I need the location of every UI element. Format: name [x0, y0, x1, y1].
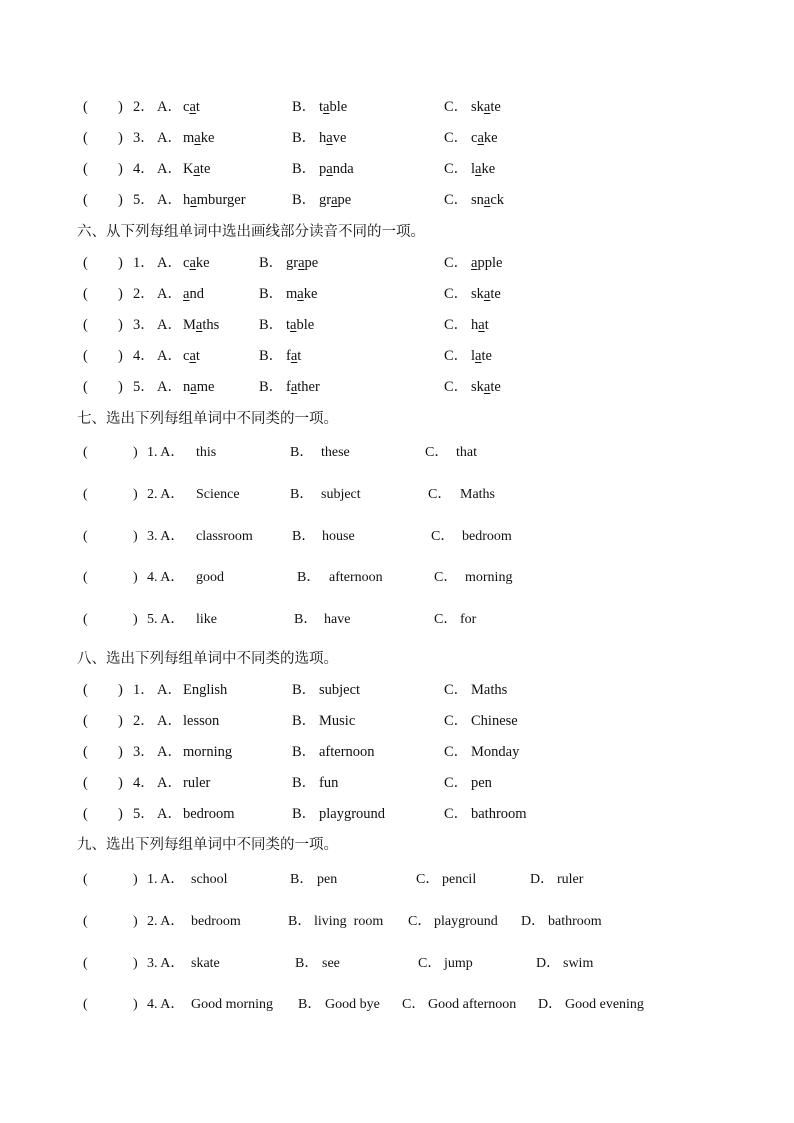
- option-c-label: C．: [444, 161, 469, 177]
- answer-paren-close: ): [133, 445, 138, 460]
- answer-paren-open: (: [83, 872, 88, 887]
- option-c-label: C．: [425, 445, 449, 460]
- option-c-label: C．: [444, 255, 469, 271]
- answer-paren-open: (: [83, 255, 88, 271]
- option-b-word: grape: [286, 255, 319, 271]
- question-number: 4. A．: [147, 997, 185, 1012]
- answer-paren-close: ): [118, 348, 123, 364]
- question-number: 5．: [133, 806, 155, 822]
- answer-paren-open: (: [83, 914, 88, 929]
- answer-paren-open: (: [83, 806, 88, 822]
- option-b-word: Good bye: [325, 997, 380, 1012]
- option-a-word: Science: [196, 487, 240, 502]
- option-b-word: fat: [286, 348, 302, 364]
- option-a-label: A．: [157, 379, 182, 395]
- question-number: 5．: [133, 192, 155, 208]
- answer-paren-close: ): [133, 570, 138, 585]
- question-number: 4. A．: [147, 570, 185, 585]
- option-c-label: C．: [444, 99, 469, 115]
- option-a-label: A．: [157, 775, 182, 791]
- option-a-word: good: [196, 570, 224, 585]
- answer-paren-close: ): [118, 130, 123, 146]
- option-b-word: table: [319, 99, 348, 115]
- answer-paren-close: ): [133, 487, 138, 502]
- option-c-word: hat: [471, 317, 489, 333]
- option-b-word: have: [324, 612, 351, 627]
- option-c-word: pen: [471, 775, 492, 791]
- option-c-label: C．: [444, 744, 469, 760]
- section-9-heading: 九、选出下列每组单词中不同类的一项。: [77, 837, 338, 853]
- answer-paren-close: ): [118, 255, 123, 271]
- option-b-word: father: [286, 379, 320, 395]
- option-c-word: Chinese: [471, 713, 518, 729]
- question-number: 2. A．: [147, 487, 185, 502]
- question-number: 2. A．: [147, 914, 185, 929]
- answer-paren-close: ): [133, 914, 138, 929]
- option-c-word: that: [456, 445, 477, 460]
- option-a-word: Kate: [183, 161, 211, 177]
- option-a-label: A．: [157, 255, 182, 271]
- option-b-label: B．: [292, 130, 317, 146]
- answer-paren-close: ): [133, 529, 138, 544]
- option-a-word: this: [196, 445, 217, 460]
- option-a-word: lesson: [183, 713, 220, 729]
- question-number: 3．: [133, 317, 155, 333]
- option-c-word: skate: [471, 286, 501, 302]
- answer-paren-close: ): [118, 286, 123, 302]
- option-b-label: B．: [259, 348, 284, 364]
- answer-paren-close: ): [118, 744, 123, 760]
- option-c-word: Monday: [471, 744, 520, 760]
- answer-paren-close: ): [133, 872, 138, 887]
- option-c-label: C．: [434, 612, 458, 627]
- option-a-label: A．: [157, 317, 182, 333]
- option-d-word: Good evening: [565, 997, 644, 1012]
- option-a-word: like: [196, 612, 217, 627]
- answer-paren-close: ): [118, 806, 123, 822]
- option-a-label: A．: [157, 348, 182, 364]
- option-b-word: Music: [319, 713, 356, 729]
- answer-paren-close: ): [133, 956, 138, 971]
- answer-paren-open: (: [83, 348, 88, 364]
- option-a-label: A．: [157, 806, 182, 822]
- option-a-word: cat: [183, 348, 200, 364]
- option-d-label: D．: [538, 997, 563, 1012]
- option-c-word: bedroom: [462, 529, 512, 544]
- option-c-label: C．: [444, 682, 469, 698]
- option-b-label: B．: [292, 161, 317, 177]
- option-c-label: C．: [444, 317, 469, 333]
- answer-paren-close: ): [118, 682, 123, 698]
- answer-paren-close: ): [118, 161, 123, 177]
- option-a-label: A．: [157, 682, 182, 698]
- option-b-label: B．: [290, 872, 314, 887]
- option-b-word: pen: [317, 872, 338, 887]
- answer-paren-close: ): [118, 99, 123, 115]
- answer-paren-open: (: [83, 161, 88, 177]
- option-b-word: subject: [321, 487, 361, 502]
- question-number: 4．: [133, 775, 155, 791]
- question-number: 4．: [133, 161, 155, 177]
- option-c-word: jump: [444, 956, 473, 971]
- option-a-word: skate: [191, 956, 220, 971]
- option-b-word: have: [319, 130, 347, 146]
- option-a-word: ruler: [183, 775, 211, 791]
- option-a-word: Maths: [183, 317, 220, 333]
- option-c-label: C．: [418, 956, 442, 971]
- option-c-word: late: [471, 348, 492, 364]
- answer-paren-close: ): [118, 317, 123, 333]
- option-b-label: B．: [298, 997, 322, 1012]
- option-a-word: hamburger: [183, 192, 246, 208]
- question-number: 3. A．: [147, 956, 185, 971]
- option-b-word: see: [322, 956, 340, 971]
- option-b-label: B．: [297, 570, 321, 585]
- option-b-label: B．: [295, 956, 319, 971]
- option-c-word: skate: [471, 99, 501, 115]
- question-number: 2．: [133, 713, 155, 729]
- option-b-label: B．: [259, 255, 284, 271]
- option-b-label: B．: [290, 445, 314, 460]
- option-a-word: classroom: [196, 529, 253, 544]
- option-d-label: D．: [536, 956, 561, 971]
- option-a-word: make: [183, 130, 215, 146]
- option-c-word: Maths: [471, 682, 508, 698]
- option-b-word: afternoon: [319, 744, 375, 760]
- answer-paren-open: (: [83, 286, 88, 302]
- question-number: 2．: [133, 99, 155, 115]
- option-a-label: A．: [157, 744, 182, 760]
- question-number: 5．: [133, 379, 155, 395]
- option-b-word: subject: [319, 682, 361, 698]
- option-c-label: C．: [444, 192, 469, 208]
- answer-paren-open: (: [83, 775, 88, 791]
- option-c-word: cake: [471, 130, 498, 146]
- option-c-label: C．: [444, 348, 469, 364]
- option-c-word: for: [460, 612, 477, 627]
- option-c-label: C．: [444, 130, 469, 146]
- section-7-heading: 七、选出下列每组单词中不同类的一项。: [77, 411, 338, 427]
- answer-paren-open: (: [83, 487, 88, 502]
- answer-paren-open: (: [83, 529, 88, 544]
- option-a-label: A．: [157, 713, 182, 729]
- question-number: 1. A．: [147, 445, 185, 460]
- option-b-word: grape: [319, 192, 352, 208]
- option-c-label: C．: [444, 286, 469, 302]
- answer-paren-open: (: [83, 956, 88, 971]
- answer-paren-open: (: [83, 99, 88, 115]
- answer-paren-open: (: [83, 445, 88, 460]
- option-b-word: make: [286, 286, 318, 302]
- answer-paren-open: (: [83, 997, 88, 1012]
- option-c-label: C．: [416, 872, 440, 887]
- option-c-label: C．: [402, 997, 426, 1012]
- option-b-word: house: [322, 529, 355, 544]
- option-a-word: cake: [183, 255, 210, 271]
- answer-paren-open: (: [83, 130, 88, 146]
- option-c-word: skate: [471, 379, 501, 395]
- option-b-label: B．: [292, 744, 317, 760]
- option-a-label: A．: [157, 286, 182, 302]
- question-number: 5. A．: [147, 612, 185, 627]
- option-b-word: table: [286, 317, 315, 333]
- option-b-label: B．: [292, 192, 317, 208]
- option-b-word: panda: [319, 161, 354, 177]
- question-number: 1．: [133, 682, 155, 698]
- option-c-word: snack: [471, 192, 505, 208]
- option-c-label: C．: [444, 775, 469, 791]
- option-a-word: morning: [183, 744, 233, 760]
- option-b-label: B．: [288, 914, 312, 929]
- option-b-label: B．: [259, 317, 284, 333]
- answer-paren-close: ): [118, 192, 123, 208]
- question-number: 1．: [133, 255, 155, 271]
- answer-paren-open: (: [83, 744, 88, 760]
- option-a-word: school: [191, 872, 228, 887]
- option-c-word: morning: [465, 570, 513, 585]
- option-c-word: playground: [434, 914, 498, 929]
- option-a-word: and: [183, 286, 204, 302]
- option-a-word: English: [183, 682, 228, 698]
- answer-paren-open: (: [83, 713, 88, 729]
- question-number: 4．: [133, 348, 155, 364]
- option-c-word: bathroom: [471, 806, 527, 822]
- option-b-label: B．: [294, 612, 318, 627]
- option-b-label: B．: [292, 529, 316, 544]
- option-b-label: B．: [292, 99, 317, 115]
- answer-paren-close: ): [118, 379, 123, 395]
- question-number: 3．: [133, 744, 155, 760]
- answer-paren-open: (: [83, 317, 88, 333]
- option-a-word: Good morning: [191, 997, 274, 1012]
- answer-paren-open: (: [83, 192, 88, 208]
- option-d-word: swim: [563, 956, 594, 971]
- option-a-word: bedroom: [191, 914, 241, 929]
- option-b-label: B．: [292, 682, 317, 698]
- option-c-label: C．: [444, 379, 469, 395]
- option-b-label: B．: [292, 713, 317, 729]
- option-c-label: C．: [431, 529, 455, 544]
- section-8-heading: 八、选出下列每组单词中不同类的选项。: [77, 651, 338, 667]
- option-c-word: pencil: [442, 872, 477, 887]
- section-6-heading: 六、从下列每组单词中选出画线部分读音不同的一项。: [77, 224, 425, 240]
- option-a-label: A．: [157, 192, 182, 208]
- option-b-label: B．: [259, 286, 284, 302]
- option-c-word: lake: [471, 161, 496, 177]
- option-c-label: C．: [408, 914, 432, 929]
- option-d-label: D．: [521, 914, 546, 929]
- answer-paren-open: (: [83, 682, 88, 698]
- question-number: 3. A．: [147, 529, 185, 544]
- answer-paren-open: (: [83, 379, 88, 395]
- option-b-label: B．: [290, 487, 314, 502]
- answer-paren-open: (: [83, 612, 88, 627]
- answer-paren-close: ): [118, 775, 123, 791]
- option-a-label: A．: [157, 130, 182, 146]
- option-d-label: D．: [530, 872, 555, 887]
- option-d-word: bathroom: [548, 914, 602, 929]
- option-b-label: B．: [292, 775, 317, 791]
- option-b-label: B．: [292, 806, 317, 822]
- option-b-label: B．: [259, 379, 284, 395]
- option-b-word: afternoon: [329, 570, 383, 585]
- answer-paren-close: ): [133, 997, 138, 1012]
- option-a-label: A．: [157, 99, 182, 115]
- question-number: 1. A．: [147, 872, 185, 887]
- option-c-label: C．: [444, 713, 469, 729]
- option-b-word: these: [321, 445, 350, 460]
- option-a-label: A．: [157, 161, 182, 177]
- option-b-word: playground: [319, 806, 386, 822]
- option-c-word: Maths: [460, 487, 495, 502]
- question-number: 2．: [133, 286, 155, 302]
- question-number: 3．: [133, 130, 155, 146]
- option-c-label: C．: [428, 487, 452, 502]
- option-c-label: C．: [444, 806, 469, 822]
- option-a-word: cat: [183, 99, 200, 115]
- option-b-word: living room: [314, 914, 384, 929]
- option-a-word: bedroom: [183, 806, 235, 822]
- option-c-label: C．: [434, 570, 458, 585]
- option-c-word: apple: [471, 255, 503, 271]
- answer-paren-close: ): [118, 713, 123, 729]
- answer-paren-close: ): [133, 612, 138, 627]
- option-c-word: Good afternoon: [428, 997, 517, 1012]
- option-d-word: ruler: [557, 872, 584, 887]
- answer-paren-open: (: [83, 570, 88, 585]
- option-b-word: fun: [319, 775, 339, 791]
- option-a-word: name: [183, 379, 215, 395]
